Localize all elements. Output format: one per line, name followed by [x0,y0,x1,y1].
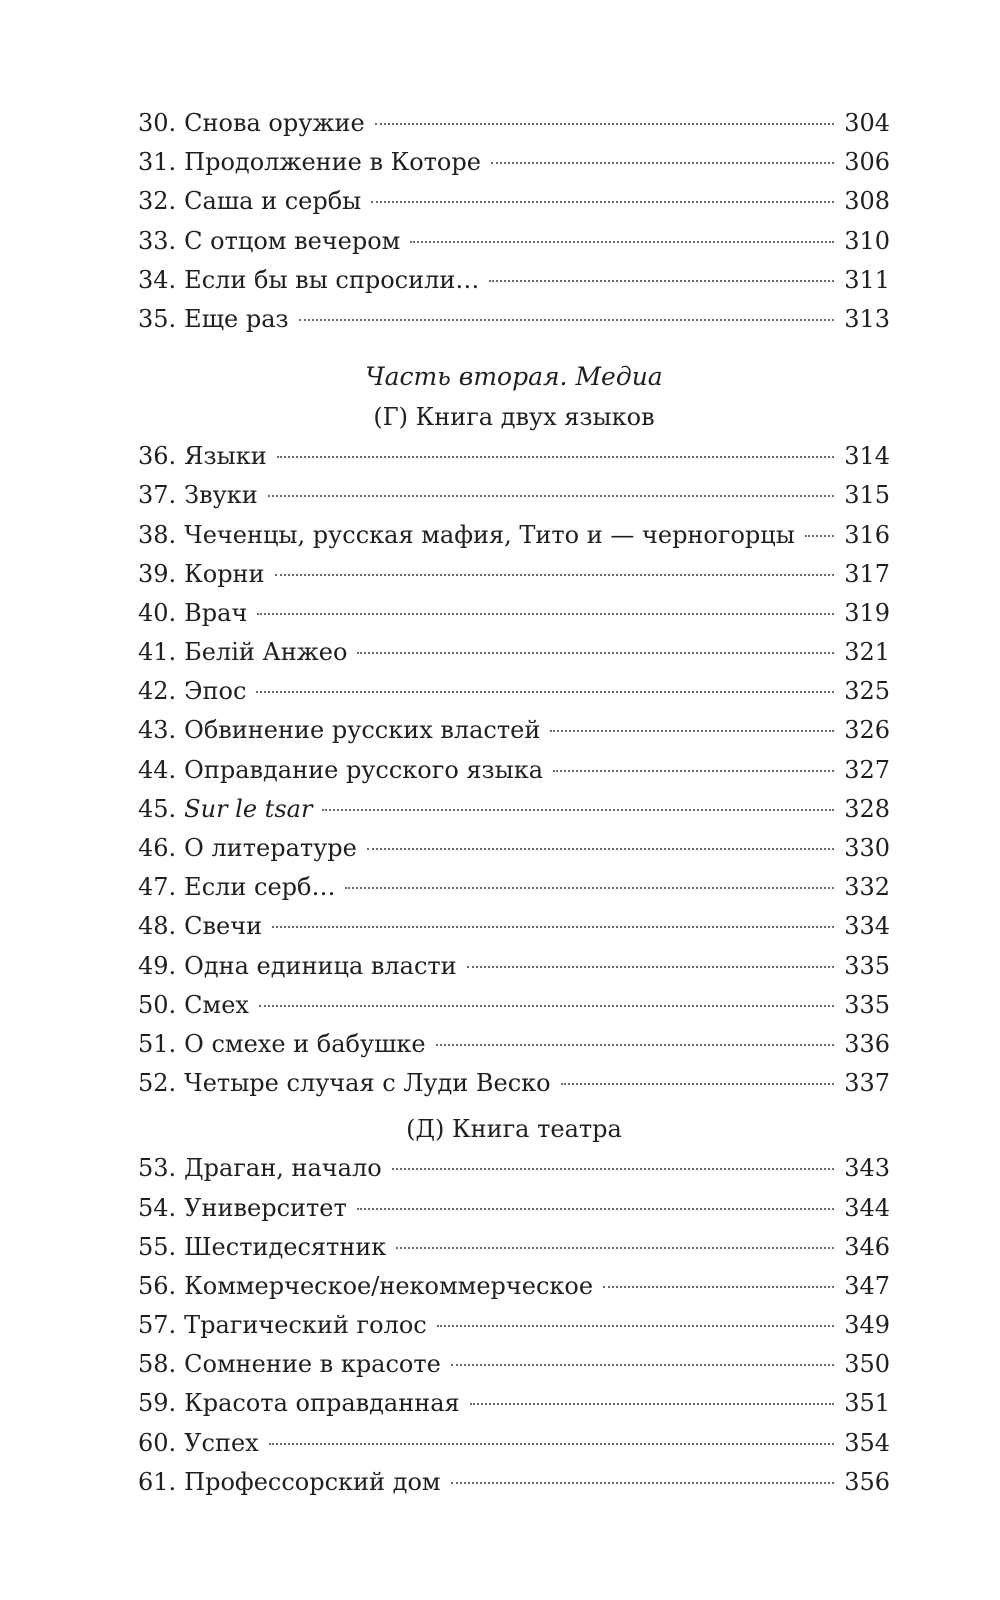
dot-leader [257,613,834,615]
toc-entry-title: Успех [184,1428,259,1457]
part-two-heading: Часть вторая. Медиа [365,362,663,392]
toc-entry-title: Звуки [184,481,258,510]
toc-entry [138,1025,890,1064]
dot-leader [357,1208,834,1210]
dot-leader [491,162,834,164]
toc-entry-number: 57. [138,1311,177,1340]
toc-entry-number: 32. [138,187,177,216]
dot-leader [277,456,834,458]
dot-leader [268,495,834,497]
dot-leader [357,652,834,654]
toc-entry-number: 50. [138,990,177,1019]
toc-entry-title: Коммерческое/некоммерческое [184,1271,594,1300]
toc-entry-page: 330 [844,834,890,862]
toc-entry-number: 44. [138,755,177,784]
toc-entry [138,300,890,339]
toc-entry [138,947,890,986]
toc-entry [138,790,890,829]
toc-entry [138,1424,890,1463]
toc-entry-page: 311 [844,265,890,294]
toc-entry [138,1463,890,1502]
toc-entry-number: 37. [138,481,177,510]
toc-entry-page: 337 [844,1069,890,1098]
toc-entry [138,1384,890,1423]
dot-leader [550,730,834,732]
toc-entry-title: О литературе [184,834,357,862]
toc-entry-number: 51. [138,1029,177,1058]
toc-entry-page: 308 [844,187,890,216]
dot-leader [272,926,834,928]
toc-entry-number: 49. [138,951,177,980]
toc-entry-title: Сомнение в красоте [184,1350,441,1379]
toc-entry-number: 52. [138,1069,177,1098]
toc-entry-number: 56. [138,1271,177,1300]
toc-entry-page: 354 [844,1428,890,1457]
toc-entry-title: Обвинение русских властей [184,716,541,745]
toc-entry-page: 347 [844,1271,890,1300]
toc-entry [138,1228,890,1267]
toc-entry [138,143,890,182]
toc-entry-number: 39. [138,559,177,588]
toc-entry-page: 315 [844,481,890,510]
toc-entry-title: Снова оружие [184,109,365,137]
toc-entry [138,1306,890,1345]
toc-entry-number: 31. [138,148,177,177]
toc-entry-page: 326 [844,716,890,745]
toc-entry [138,182,890,221]
toc-entry-number: 59. [138,1389,177,1418]
toc-entry-page: 310 [844,226,890,255]
toc-entry-title: Трагический голос [184,1311,427,1340]
toc-entry [138,829,890,868]
toc-entry-number: 58. [138,1350,177,1379]
toc-entry-number: 40. [138,598,177,627]
toc-entry-title: Sur le tsar [184,794,313,823]
toc-entry-page: 349 [844,1311,890,1340]
dot-leader [561,1083,835,1085]
toc-entry [138,868,890,907]
toc-entry-number: 45. [138,794,177,823]
toc-entry [138,1267,890,1306]
dot-leader [256,691,834,693]
toc-entry-number: 53. [138,1154,177,1183]
toc-entry-title: Чеченцы, русская мафия, Тито и — черногорцы [184,520,795,549]
toc-entry-number: 47. [138,873,177,902]
dot-leader [371,201,834,203]
toc-entry [138,104,890,143]
dot-leader [489,280,834,282]
toc-entry [138,633,890,672]
toc-entry-number: 60. [138,1428,177,1457]
toc-entry-title: Профессорский дом [184,1467,441,1496]
toc-entry-number: 43. [138,716,177,745]
dot-leader [299,319,835,321]
toc-entry [138,222,890,261]
toc-entry-number: 55. [138,1232,177,1261]
dot-leader [467,966,835,968]
toc-entry-number: 38. [138,520,177,549]
dot-leader [805,535,834,537]
dot-leader [410,241,834,243]
toc-entry-title: Врач [184,598,248,627]
toc-entry-page: 343 [844,1154,890,1183]
toc-entry-page: 316 [844,520,890,549]
toc-entry-title: О смехе и бабушке [184,1029,426,1058]
table-of-contents [138,104,890,1502]
toc-entry-page: 325 [844,677,890,706]
toc-entry [138,1064,890,1103]
dot-leader [436,1044,835,1046]
dot-leader [259,1005,834,1007]
toc-entry [138,672,890,711]
toc-entry-title: С отцом вечером [184,226,401,255]
dot-leader [269,1443,834,1445]
toc-entry-number: 34. [138,265,177,294]
toc-entry-number: 61. [138,1467,177,1496]
toc-entry-page: 344 [844,1193,890,1222]
toc-entry [138,1149,890,1188]
toc-entry-title: Одна единица власти [184,951,457,980]
dot-leader [603,1286,834,1288]
section-d-heading: (Д) Книга театра [406,1115,622,1144]
toc-entry-page: 336 [844,1029,890,1058]
dot-leader [437,1325,834,1327]
toc-entry-number: 48. [138,912,177,941]
toc-entry-page: 313 [844,304,890,333]
toc-entry-page: 332 [844,873,890,902]
toc-entry-number: 35. [138,304,177,333]
toc-entry [138,1189,890,1228]
toc-entry [138,1345,890,1384]
toc-entry-title: Четыре случая с Луди Веско [184,1069,551,1098]
toc-entry-page: 356 [844,1467,890,1496]
toc-entry [138,555,890,594]
toc-entry-title: Свечи [184,912,263,941]
dot-leader [392,1168,835,1170]
toc-entry-page: 327 [844,755,890,784]
toc-entry-title: Еще раз [184,304,289,333]
toc-entry-title: Оправдание русского языка [184,755,544,784]
toc-group-section-g [138,437,890,1103]
toc-entry-title: Драган, начало [184,1154,382,1183]
toc-entry-page: 304 [844,109,890,137]
toc-entry-title: Корни [184,559,265,588]
toc-entry-page: 350 [844,1350,890,1379]
dot-leader [375,123,835,125]
toc-entry-page: 314 [844,442,890,471]
toc-entry-number: 54. [138,1193,177,1222]
toc-entry [138,516,890,555]
toc-entry-title: Красота оправданная [184,1389,460,1418]
section-g-heading: (Г) Книга двух языков [373,403,655,432]
toc-entry-title: Смех [184,990,249,1019]
toc-entry-title: Языки [184,442,267,471]
toc-entry-title: Саша и сербы [184,187,362,216]
toc-entry-page: 328 [844,794,890,823]
toc-entry-page: 335 [844,951,890,980]
toc-entry-page: 306 [844,148,890,177]
toc-entry-title: Университет [184,1193,347,1222]
toc-entry [138,711,890,750]
toc-entry-title: Шестидесятник [184,1232,387,1261]
toc-entry [138,476,890,515]
toc-entry-page: 317 [844,559,890,588]
toc-entry-page: 346 [844,1232,890,1261]
toc-group-part-one-end [138,104,890,339]
toc-entry [138,261,890,300]
toc-entry [138,437,890,476]
toc-entry [138,986,890,1025]
dot-leader [553,770,834,772]
dot-leader [451,1482,835,1484]
dot-leader [470,1403,835,1405]
toc-entry-number: 42. [138,677,177,706]
dot-leader [367,848,834,850]
toc-group-section-d [138,1149,890,1502]
toc-entry-number: 46. [138,834,177,862]
dot-leader [322,809,834,811]
toc-entry [138,907,890,946]
toc-entry-number: 36. [138,442,177,471]
dot-leader [451,1364,834,1366]
toc-entry-page: 335 [844,990,890,1019]
toc-entry-page: 321 [844,638,890,667]
dot-leader [275,574,835,576]
toc-entry [138,594,890,633]
toc-entry-page: 351 [844,1389,890,1418]
toc-entry-number: 41. [138,638,177,667]
toc-entry-title: Эпос [184,677,247,706]
toc-entry-page: 319 [844,598,890,627]
dot-leader [345,887,834,889]
dot-leader [396,1247,834,1249]
toc-entry-number: 30. [138,109,177,137]
toc-entry [138,751,890,790]
toc-entry-title: Белій Анжео [184,638,348,667]
toc-entry-page: 334 [844,912,890,941]
toc-entry-title: Продолжение в Которе [184,148,481,177]
toc-entry-title: Если серб… [184,873,336,902]
toc-entry-number: 33. [138,226,177,255]
toc-entry-title: Если бы вы спросили… [184,265,480,294]
